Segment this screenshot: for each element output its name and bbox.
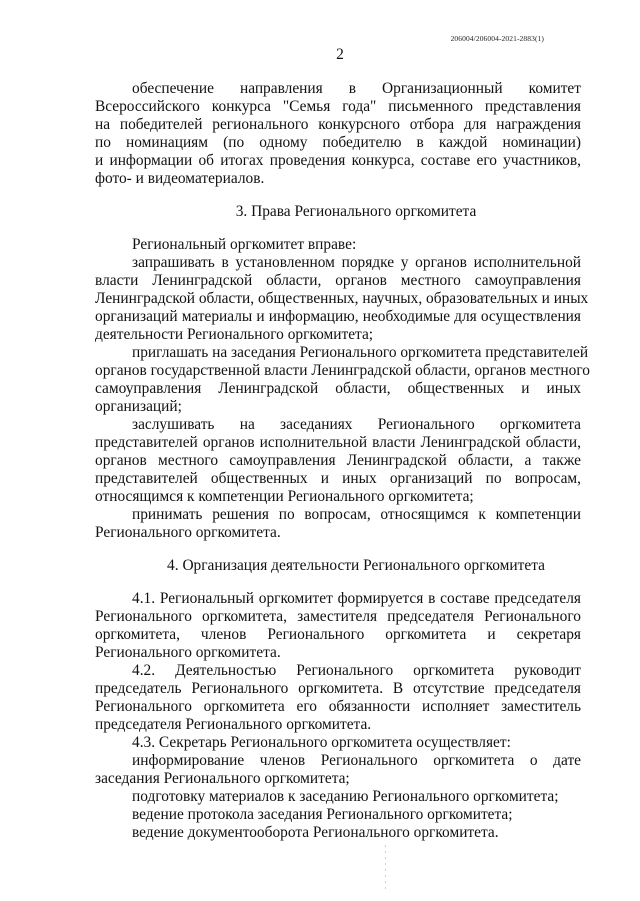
text-line: подготовку материалов к заседанию Регионального оргкомитета; (132, 788, 559, 805)
text-line: организаций; (95, 398, 182, 415)
section-heading: 4. Организация деятельности Регионального оргкомитета (167, 557, 545, 574)
text-line: оргкомитета, членов Регионального оргкомитета и секретаря (95, 626, 581, 643)
text-line: Регионального оргкомитета. (95, 644, 281, 661)
text-line: заслушивать на заседаниях Регионального оргкомитета (132, 416, 581, 433)
text-line: заседания Регионального оргкомитета; (95, 770, 350, 787)
text-line: ведение документооборота Регионального оргкомитета. (132, 824, 499, 841)
text-line: представителей общественных и иных организаций по вопросам, (95, 470, 581, 487)
text-line: самоуправления Ленинградской области, общественных и иных (95, 380, 581, 397)
section-heading: 3. Права Регионального оргкомитета (235, 203, 477, 220)
text-line: 4.3. Секретарь Регионального оргкомитета осуществляет: (132, 734, 511, 751)
text-line: 4.2. Деятельностью Регионального оргкомитета руководит (132, 662, 581, 679)
text-line: приглашать на заседания Регионального оргкомитета представителей (132, 344, 589, 361)
text-line: относящимся к компетенции Регионального оргкомитета; (95, 488, 474, 505)
text-line: принимать решения по вопросам, относящимся к компетенции (132, 506, 581, 523)
text-line: представителей органов исполнительной власти Ленинградской области, (95, 434, 581, 451)
text-line: 4.1. Региональный оргкомитет формируется в составе председателя (132, 590, 581, 607)
text-line: ведение протокола заседания Регионального оргкомитета; (132, 806, 513, 823)
text-line: обеспечение направления в Организационный комитет (132, 80, 581, 97)
text-line: Регионального оргкомитета. (95, 524, 281, 541)
scan-artifact (385, 845, 386, 893)
text-line: информирование членов Регионального оргкомитета о дате (132, 752, 581, 769)
text-line: по номинациям (по одному победителю в каждой номинации) (95, 134, 581, 151)
text-line: власти Ленинградской области, органов местного самоуправления (95, 272, 581, 289)
text-line: Региональный оргкомитет вправе: (132, 236, 357, 253)
text-line: председатель Регионального оргкомитета. В отсутствие председателя (95, 680, 581, 697)
text-line: запрашивать в установленном порядке у органов исполнительной (132, 254, 581, 271)
text-line: организаций материалы и информацию, необходимые для осуществления (95, 308, 581, 325)
text-line: органов государственной власти Ленинградской области, органов местного (95, 362, 590, 379)
text-line: и информации об итогах проведения конкурса, составе его участников, (95, 152, 581, 169)
text-line: Регионального оргкомитета его обязанности исполняет заместитель (95, 698, 581, 715)
text-line: органов местного самоуправления Ленинградской области, а также (95, 452, 581, 469)
page-number: 2 (336, 46, 344, 63)
document-id: 206004/206004-2021-2883(1) (450, 34, 544, 43)
text-line: деятельности Регионального оргкомитета; (95, 326, 374, 343)
text-line: председателя Регионального оргкомитета. (95, 716, 372, 733)
text-line: Ленинградской области, общественных, научных, образовательных и иных (95, 290, 589, 307)
text-line: на победителей регионального конкурсного отбора для награждения (95, 116, 581, 133)
text-line: фото- и видеоматериалов. (95, 170, 265, 187)
text-line: Всероссийского конкурса "Семья года" письменного представления (95, 98, 581, 115)
text-line: Регионального оргкомитета, заместителя председателя Регионального (95, 608, 581, 625)
